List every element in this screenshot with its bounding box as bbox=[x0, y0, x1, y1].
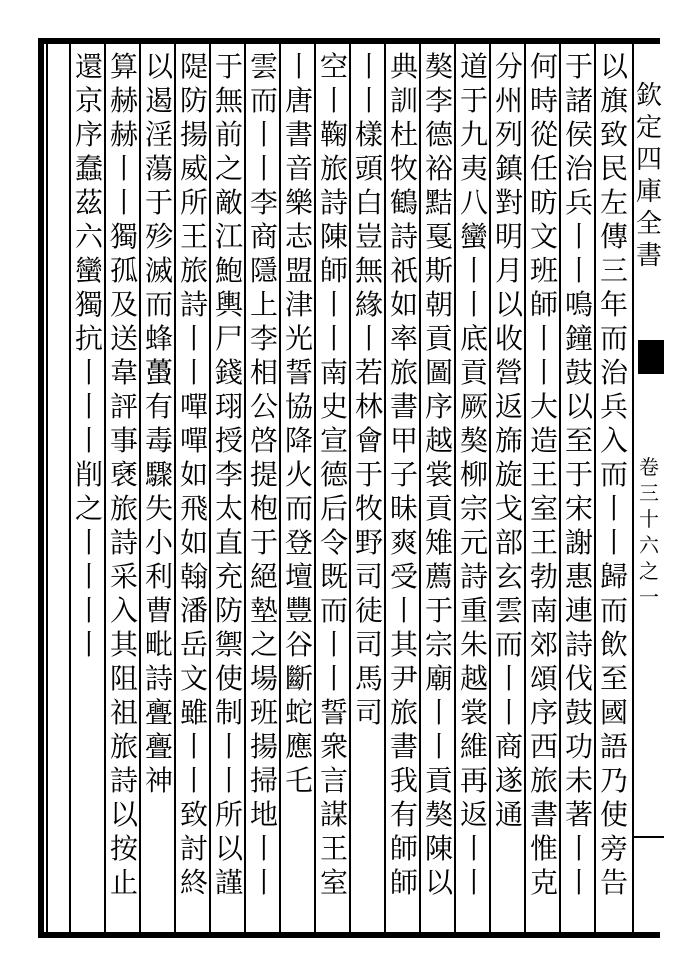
text-column: 典訓杜牧鶴詩祇如率旅書甲子昧爽受丨其尹旅書我有師師 bbox=[389, 50, 418, 899]
text-column: 雲而丨丨李商隱上李相公啓提枹于絕墊之場班揚掃地丨丨 bbox=[249, 50, 278, 899]
text-column: 以旗致民左傳三年而治兵入而丨丨歸而飲至國語乃使旁告 bbox=[599, 50, 628, 899]
text-column: 獒李德裕黠戛斯朝貢圖序越裳貢雉薦于宗廟丨丨貢獒陳以 bbox=[424, 50, 453, 899]
volume-label: 卷三十六之一 bbox=[639, 455, 659, 609]
text-column: 于無前之敵江鮑輿尸錢珝授李太直充防禦使制丨丨所以謹 bbox=[214, 50, 243, 899]
text-column: 還京序蠢茲六蠻獨抗丨丨丨削之丨丨丨丨 bbox=[74, 50, 103, 661]
text-column: 道于九夷八蠻丨丨底貢厥獒柳宗元詩重朱越裳維再返丨丨 bbox=[459, 50, 488, 899]
text-column: 算赫赫丨丨獨孤及送韋評事褎旅詩采入其阻祖旅詩以按止 bbox=[109, 50, 138, 899]
page-gutter bbox=[632, 44, 664, 932]
text-column: 何時從任昉文班師丨丨大造王室王勃南郊頌序西旅書惟克 bbox=[529, 50, 558, 899]
text-column: 空丨鞠旅詩陳師丨丨南史宣德后令既而丨丨誓衆言謀王室 bbox=[319, 50, 348, 899]
text-column: 分州列鎮對明月以收營返旆旋戈部玄雲而丨丨商遂通 bbox=[494, 50, 523, 831]
book-title: 欽定四庫全書 bbox=[635, 81, 662, 271]
frame-left-border bbox=[38, 38, 44, 938]
fish-tail-mark bbox=[638, 340, 664, 374]
text-column: 以遏淫蕩于殄滅而蜂蠆有毒驟失小利曹毗詩亹亹神 bbox=[144, 50, 173, 797]
frame-bottom-border bbox=[40, 932, 660, 938]
gutter-rule bbox=[634, 836, 664, 838]
frame-left-inner-border bbox=[46, 44, 48, 932]
text-column: 丨唐書音樂志盟津光誓協降火而登壇豐谷斷蛇應乇 bbox=[284, 50, 313, 797]
text-column: 于諸侯治兵丨丨鳴鐘鼓以至于宋謝惠連詩伐鼓功未著丨丨 bbox=[564, 50, 593, 899]
column-rule bbox=[69, 44, 71, 932]
text-column: 隄防揚威所王旅詩丨丨嘽嘽如飛如翰潘岳文雖丨丨致討終 bbox=[179, 50, 208, 899]
text-column: 丨丨樣頭白豈無緣丨若林會于牧野司徒司馬司 bbox=[354, 50, 383, 729]
